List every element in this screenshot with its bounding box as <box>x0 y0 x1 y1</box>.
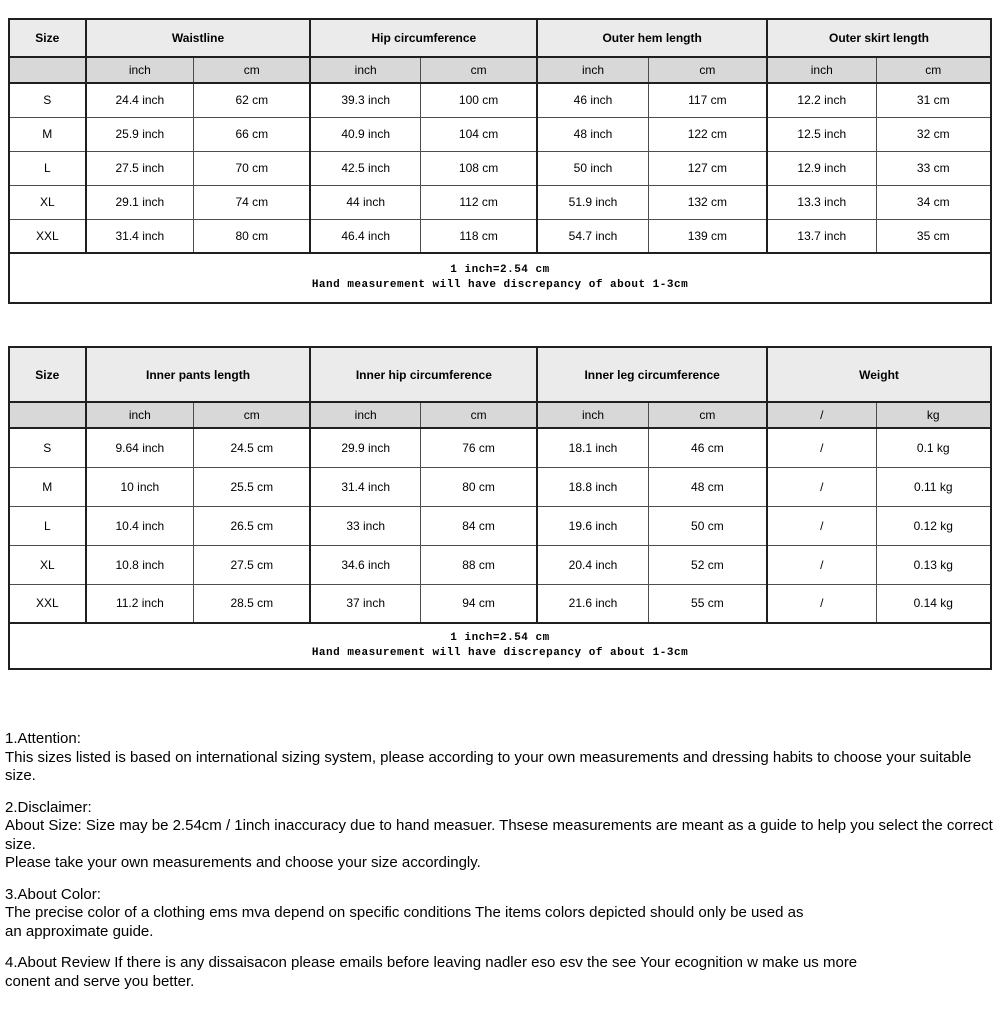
note-line: 2.Disclaimer: <box>5 798 92 816</box>
value-cell: 80 cm <box>420 467 537 506</box>
value-cell: 12.9 inch <box>767 151 876 185</box>
table-row <box>9 467 991 506</box>
value-cell: 42.5 inch <box>310 151 420 185</box>
note-line: 4.About Review If there is any dissaisacon please emails before leaving nadler eso esv the see Your ecognition w make us more <box>5 954 858 971</box>
value-cell: 27.5 cm <box>194 545 311 584</box>
unit-label-cell: inch <box>537 402 648 428</box>
table-footnote <box>9 623 991 669</box>
value-cell: / <box>767 467 876 506</box>
value-cell: 25.5 cm <box>194 467 311 506</box>
value-cell: 0.1 kg <box>876 428 991 467</box>
size-cell: XL <box>9 185 86 219</box>
value-cell: 12.5 inch <box>767 117 876 151</box>
value-cell: 35 cm <box>876 219 991 253</box>
group-column-header: Inner leg circumference <box>537 347 767 402</box>
unit-row-blank-cell <box>9 402 86 428</box>
value-cell: 28.5 cm <box>194 584 311 623</box>
size-chart-page <box>0 18 1000 991</box>
value-cell: 32 cm <box>876 117 991 151</box>
unit-label-cell: / <box>767 402 876 428</box>
value-cell: 25.9 inch <box>86 117 194 151</box>
value-cell: 55 cm <box>648 584 767 623</box>
value-cell: 50 inch <box>537 151 648 185</box>
value-cell: 40.9 inch <box>310 117 420 151</box>
unit-label-cell: cm <box>648 57 767 83</box>
note-line: The precise color of a clothing ems mva depend on specific conditions The items colors depicted should only be used as <box>5 904 804 921</box>
table-row <box>9 506 991 545</box>
unit-row-blank-cell <box>9 57 86 83</box>
unit-label-cell: inch <box>537 57 648 83</box>
note-line: This sizes listed is based on international sizing system, please according to your own measurements and dressing habits to choose your suitable size. <box>5 748 972 784</box>
note-line: an approximate guide. <box>5 922 154 940</box>
unit-label-cell: kg <box>876 402 991 428</box>
value-cell: 132 cm <box>648 185 767 219</box>
value-cell: / <box>767 584 876 623</box>
table-row <box>9 584 991 623</box>
table-row <box>9 219 991 253</box>
table-row <box>9 83 991 117</box>
value-cell: 18.8 inch <box>537 467 648 506</box>
value-cell: 11.2 inch <box>86 584 194 623</box>
value-cell: 10.8 inch <box>86 545 194 584</box>
value-cell: 18.1 inch <box>537 428 648 467</box>
value-cell: 108 cm <box>420 151 537 185</box>
unit-label-cell: cm <box>648 402 767 428</box>
size-column-header: Size <box>9 347 86 402</box>
note-paragraph <box>5 799 995 873</box>
value-cell: 54.7 inch <box>537 219 648 253</box>
group-column-header: Hip circumference <box>310 19 537 57</box>
size-cell: XXL <box>9 584 86 623</box>
outer-garment-size-table <box>8 18 992 304</box>
value-cell: 51.9 inch <box>537 185 648 219</box>
group-column-header: Inner pants length <box>86 347 311 402</box>
note-paragraph <box>5 886 995 942</box>
size-cell: S <box>9 428 86 467</box>
value-cell: 33 inch <box>310 506 420 545</box>
value-cell: 94 cm <box>420 584 537 623</box>
value-cell: 31.4 inch <box>310 467 420 506</box>
unit-label-cell: cm <box>420 402 537 428</box>
value-cell: 70 cm <box>194 151 311 185</box>
size-column-header: Size <box>9 19 86 57</box>
table-row <box>9 545 991 584</box>
inner-garment-size-table <box>8 346 992 670</box>
size-cell: M <box>9 117 86 151</box>
value-cell: 29.1 inch <box>86 185 194 219</box>
group-column-header: Outer hem length <box>537 19 767 57</box>
value-cell: 52 cm <box>648 545 767 584</box>
value-cell: 122 cm <box>648 117 767 151</box>
unit-label-cell: inch <box>767 57 876 83</box>
note-line: Please take your own measurements and choose your size accordingly. <box>5 854 481 871</box>
footnote-conversion-line: 1 inch=2.54 cm <box>450 264 550 276</box>
value-cell: 112 cm <box>420 185 537 219</box>
value-cell: 24.5 cm <box>194 428 311 467</box>
footnote-discrepancy-line: Hand measurement will have discrepancy of about 1-3cm <box>311 279 689 291</box>
group-column-header: Waistline <box>86 19 311 57</box>
value-cell: 46.4 inch <box>310 219 420 253</box>
value-cell: 44 inch <box>310 185 420 219</box>
value-cell: 74 cm <box>194 185 311 219</box>
footnote-discrepancy-line: Hand measurement will have discrepancy of about 1-3cm <box>311 647 689 659</box>
value-cell: 88 cm <box>420 545 537 584</box>
table-row <box>9 117 991 151</box>
value-cell: 33 cm <box>876 151 991 185</box>
table-row <box>9 185 991 219</box>
note-line: 1.Attention: <box>5 730 81 747</box>
size-cell: L <box>9 506 86 545</box>
value-cell: 37 inch <box>310 584 420 623</box>
value-cell: 13.3 inch <box>767 185 876 219</box>
note-line: About Size: Size may be 2.54cm / 1inch inaccuracy due to hand measuer. Thsese measurements are meant as a guide to help you select the correct size. <box>5 817 993 853</box>
value-cell: / <box>767 545 876 584</box>
value-cell: 80 cm <box>194 219 311 253</box>
value-cell: 76 cm <box>420 428 537 467</box>
table-row <box>9 428 991 467</box>
value-cell: 10.4 inch <box>86 506 194 545</box>
footnote-conversion-line: 1 inch=2.54 cm <box>450 632 550 644</box>
value-cell: 48 inch <box>537 117 648 151</box>
value-cell: 31 cm <box>876 83 991 117</box>
value-cell: 0.12 kg <box>876 506 991 545</box>
value-cell: 66 cm <box>194 117 311 151</box>
value-cell: / <box>767 506 876 545</box>
value-cell: 50 cm <box>648 506 767 545</box>
value-cell: 34 cm <box>876 185 991 219</box>
value-cell: 12.2 inch <box>767 83 876 117</box>
unit-label-cell: inch <box>86 57 194 83</box>
value-cell: 118 cm <box>420 219 537 253</box>
value-cell: 9.64 inch <box>86 428 194 467</box>
value-cell: 0.14 kg <box>876 584 991 623</box>
group-column-header: Outer skirt length <box>767 19 991 57</box>
unit-label-cell: inch <box>310 402 420 428</box>
value-cell: 0.11 kg <box>876 467 991 506</box>
value-cell: 21.6 inch <box>537 584 648 623</box>
value-cell: 39.3 inch <box>310 83 420 117</box>
value-cell: 19.6 inch <box>537 506 648 545</box>
notes-section <box>5 730 995 991</box>
value-cell: / <box>767 428 876 467</box>
value-cell: 139 cm <box>648 219 767 253</box>
value-cell: 27.5 inch <box>86 151 194 185</box>
value-cell: 10 inch <box>86 467 194 506</box>
value-cell: 117 cm <box>648 83 767 117</box>
size-cell: XXL <box>9 219 86 253</box>
unit-label-cell: cm <box>420 57 537 83</box>
value-cell: 0.13 kg <box>876 545 991 584</box>
value-cell: 84 cm <box>420 506 537 545</box>
value-cell: 62 cm <box>194 83 311 117</box>
note-line: 3.About Color: <box>5 885 101 903</box>
table-footnote <box>9 253 991 303</box>
unit-label-cell: cm <box>194 57 311 83</box>
note-paragraph <box>5 954 995 991</box>
value-cell: 24.4 inch <box>86 83 194 117</box>
value-cell: 46 inch <box>537 83 648 117</box>
unit-label-cell: inch <box>310 57 420 83</box>
unit-label-cell: cm <box>876 57 991 83</box>
value-cell: 13.7 inch <box>767 219 876 253</box>
value-cell: 100 cm <box>420 83 537 117</box>
value-cell: 104 cm <box>420 117 537 151</box>
unit-label-cell: cm <box>194 402 311 428</box>
value-cell: 20.4 inch <box>537 545 648 584</box>
size-cell: S <box>9 83 86 117</box>
size-cell: XL <box>9 545 86 584</box>
value-cell: 31.4 inch <box>86 219 194 253</box>
value-cell: 26.5 cm <box>194 506 311 545</box>
note-line: conent and serve you better. <box>5 972 195 990</box>
group-column-header: Inner hip circumference <box>310 347 537 402</box>
table-row <box>9 151 991 185</box>
note-paragraph <box>5 730 995 786</box>
size-cell: M <box>9 467 86 506</box>
unit-label-cell: inch <box>86 402 194 428</box>
value-cell: 29.9 inch <box>310 428 420 467</box>
size-cell: L <box>9 151 86 185</box>
value-cell: 34.6 inch <box>310 545 420 584</box>
value-cell: 46 cm <box>648 428 767 467</box>
group-column-header: Weight <box>767 347 991 402</box>
value-cell: 127 cm <box>648 151 767 185</box>
value-cell: 48 cm <box>648 467 767 506</box>
